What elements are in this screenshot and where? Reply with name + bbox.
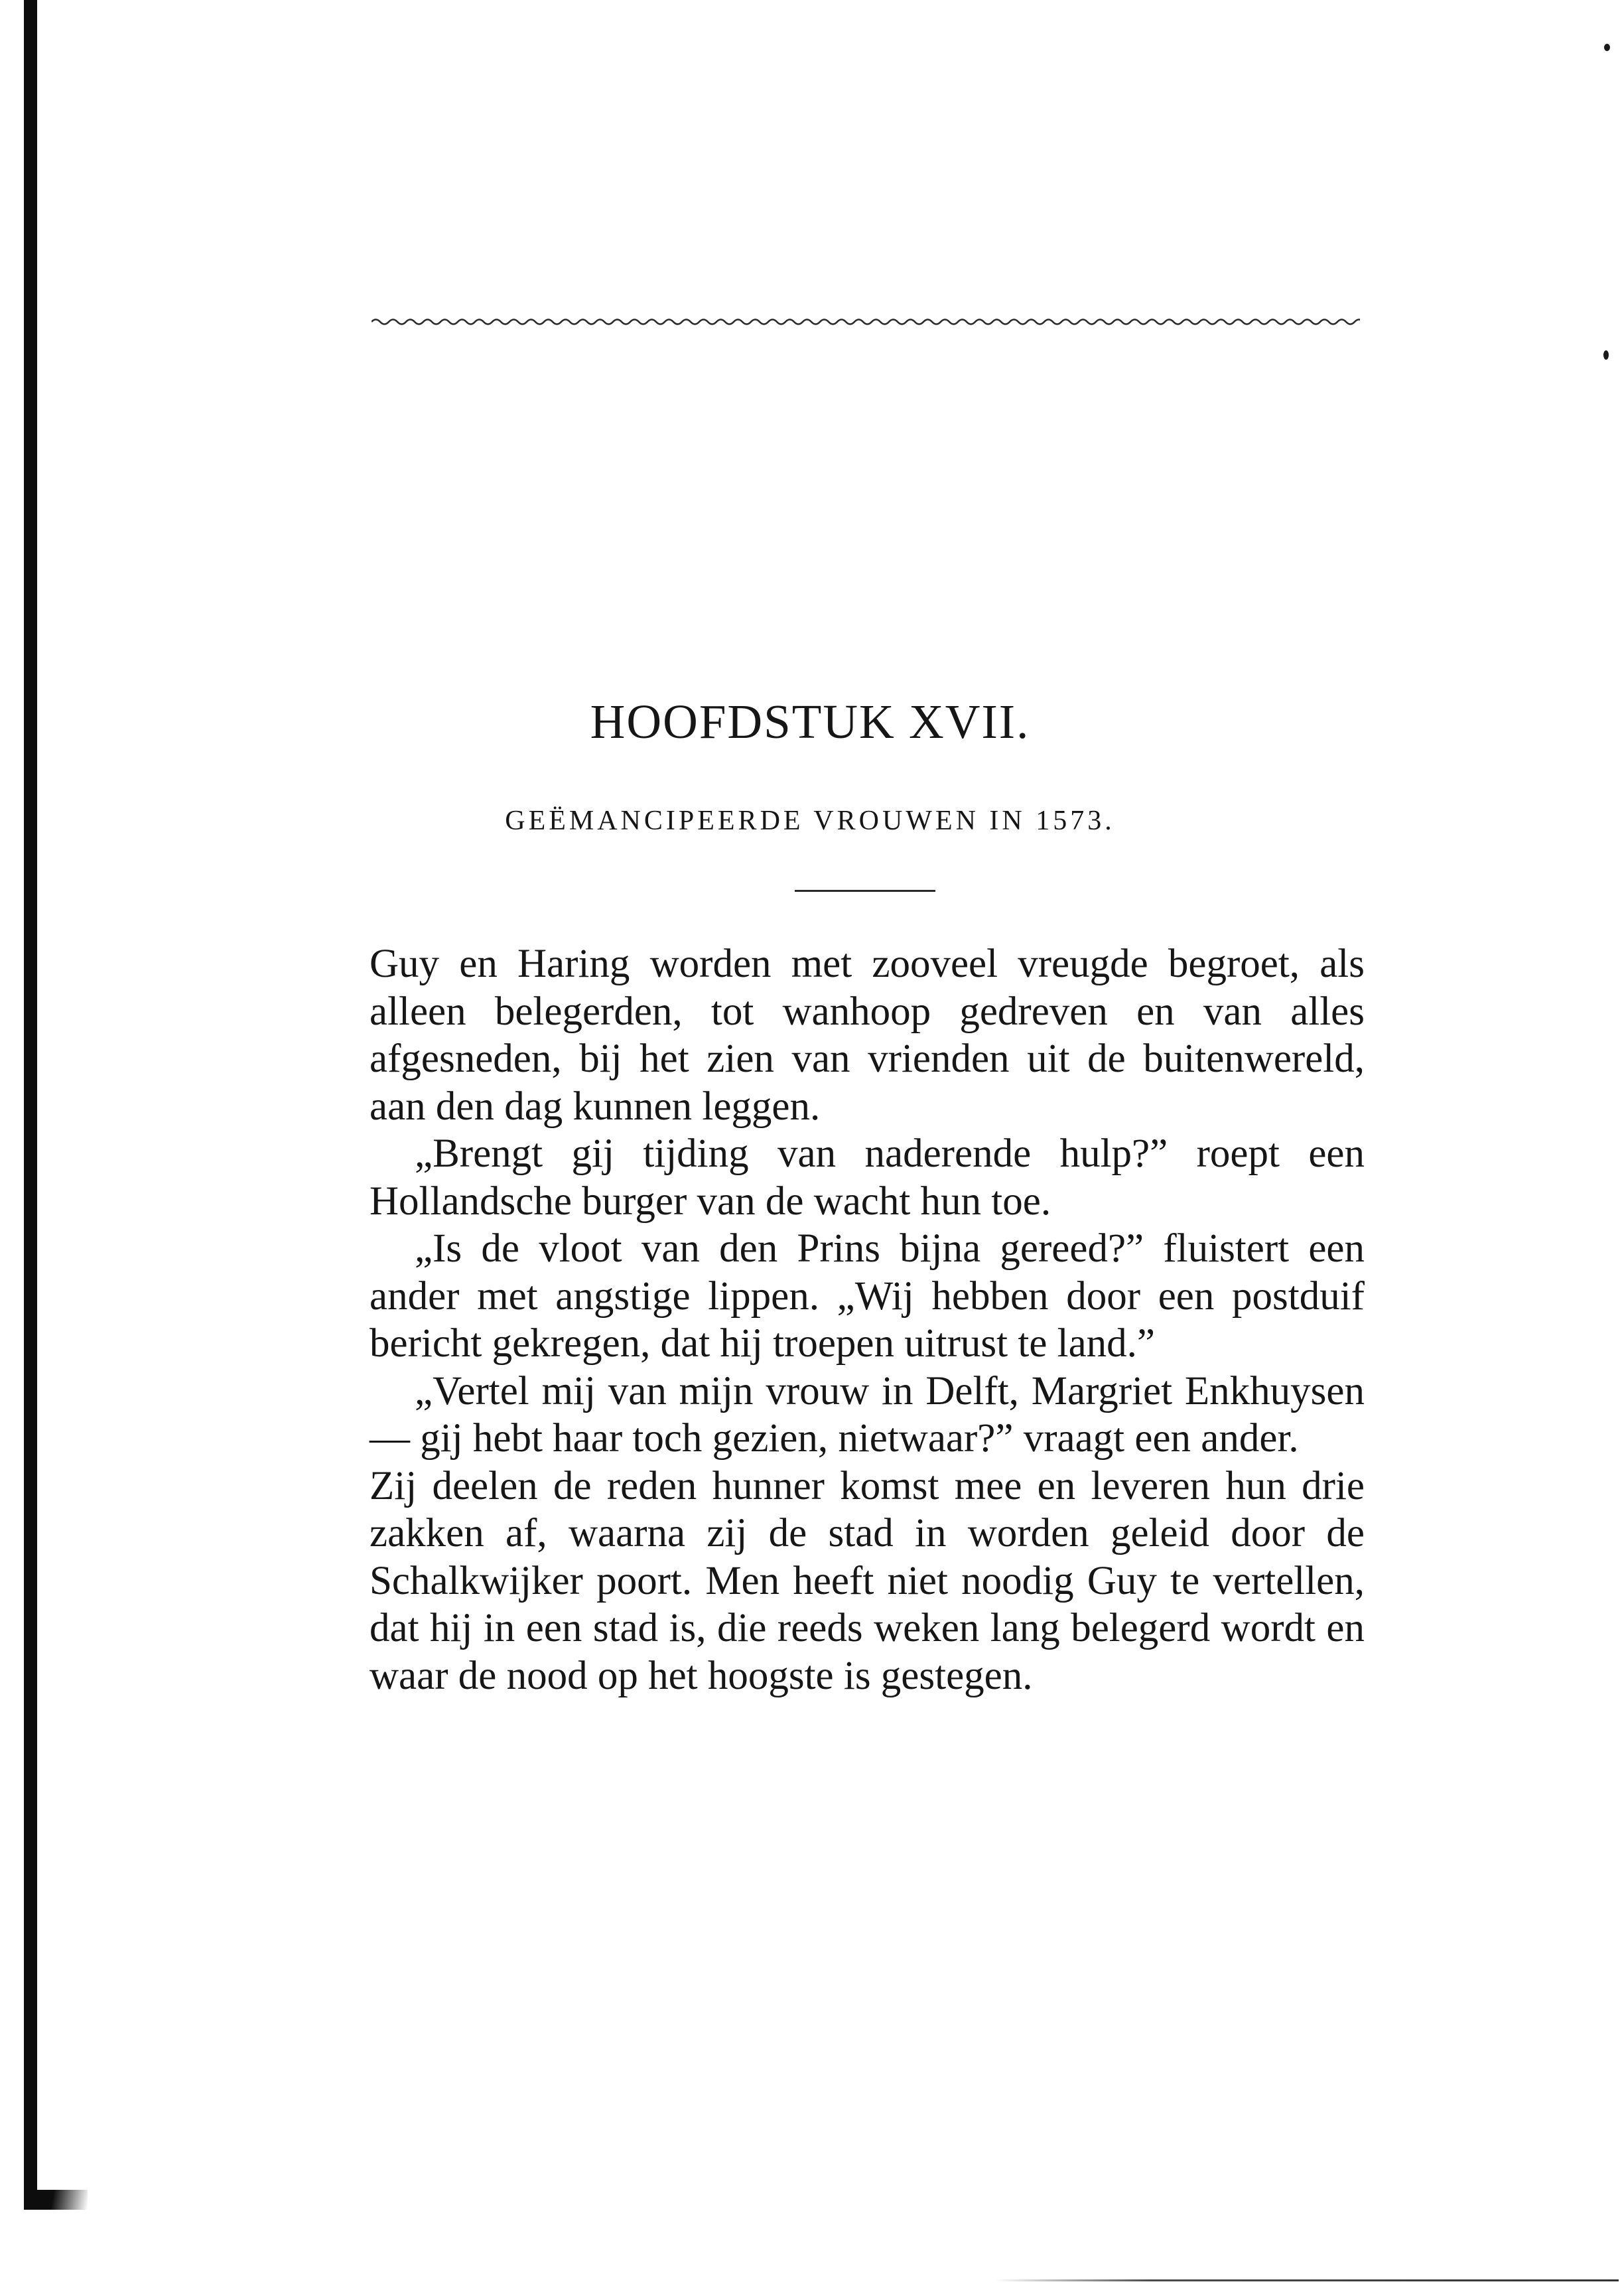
chapter-body xyxy=(370,940,1365,1699)
divider-rule xyxy=(795,890,935,892)
scan-speck xyxy=(1603,350,1609,360)
paragraph: Zij deelen de reden hunner komst mee en leveren hun drie zakken af, waarna zij de stad in worden geleid door de Schalkwijker poort. Men heeft niet noodig Guy te vertellen, dat hij in een stad is, die reeds weken lang belegerd wordt en waar de nood op het hoogste is gestegen. xyxy=(370,1463,1365,1698)
ornamental-wavy-rule xyxy=(371,313,1360,330)
chapter-title: HOOFDSTUK XVII. xyxy=(590,695,1030,749)
scan-binding-edge xyxy=(24,0,37,2210)
chapter-subtitle: GEËMANCIPEERDE VROUWEN IN 1573. xyxy=(505,806,1115,836)
scan-bottom-edge xyxy=(995,2279,1619,2281)
scan-binding-foot xyxy=(24,2190,88,2210)
paragraph: „Vertel mij van mijn vrouw in Delft, Margriet Enkhuysen — gij hebt haar toch gezien, nietwaar?” vraagt een ander. xyxy=(370,1368,1365,1461)
paragraph: „Is de vloot van den Prins bijna gereed?” fluistert een ander met angstige lippen. „Wij hebben door een postduif bericht gekregen, dat hij troepen uitrust te land.” xyxy=(370,1226,1365,1366)
paragraph: „Brengt gij tijding van naderende hulp?” roept een Hollandsche burger van de wacht hun toe. xyxy=(370,1131,1365,1224)
paragraph: Guy en Haring worden met zooveel vreugde begroet, als alleen belegerden, tot wanhoop gedreven en van alles afgesneden, bij het zien van vrienden uit de buitenwereld, aan den dag kunnen leggen. xyxy=(370,942,1365,1129)
scan-speck xyxy=(1604,44,1610,51)
